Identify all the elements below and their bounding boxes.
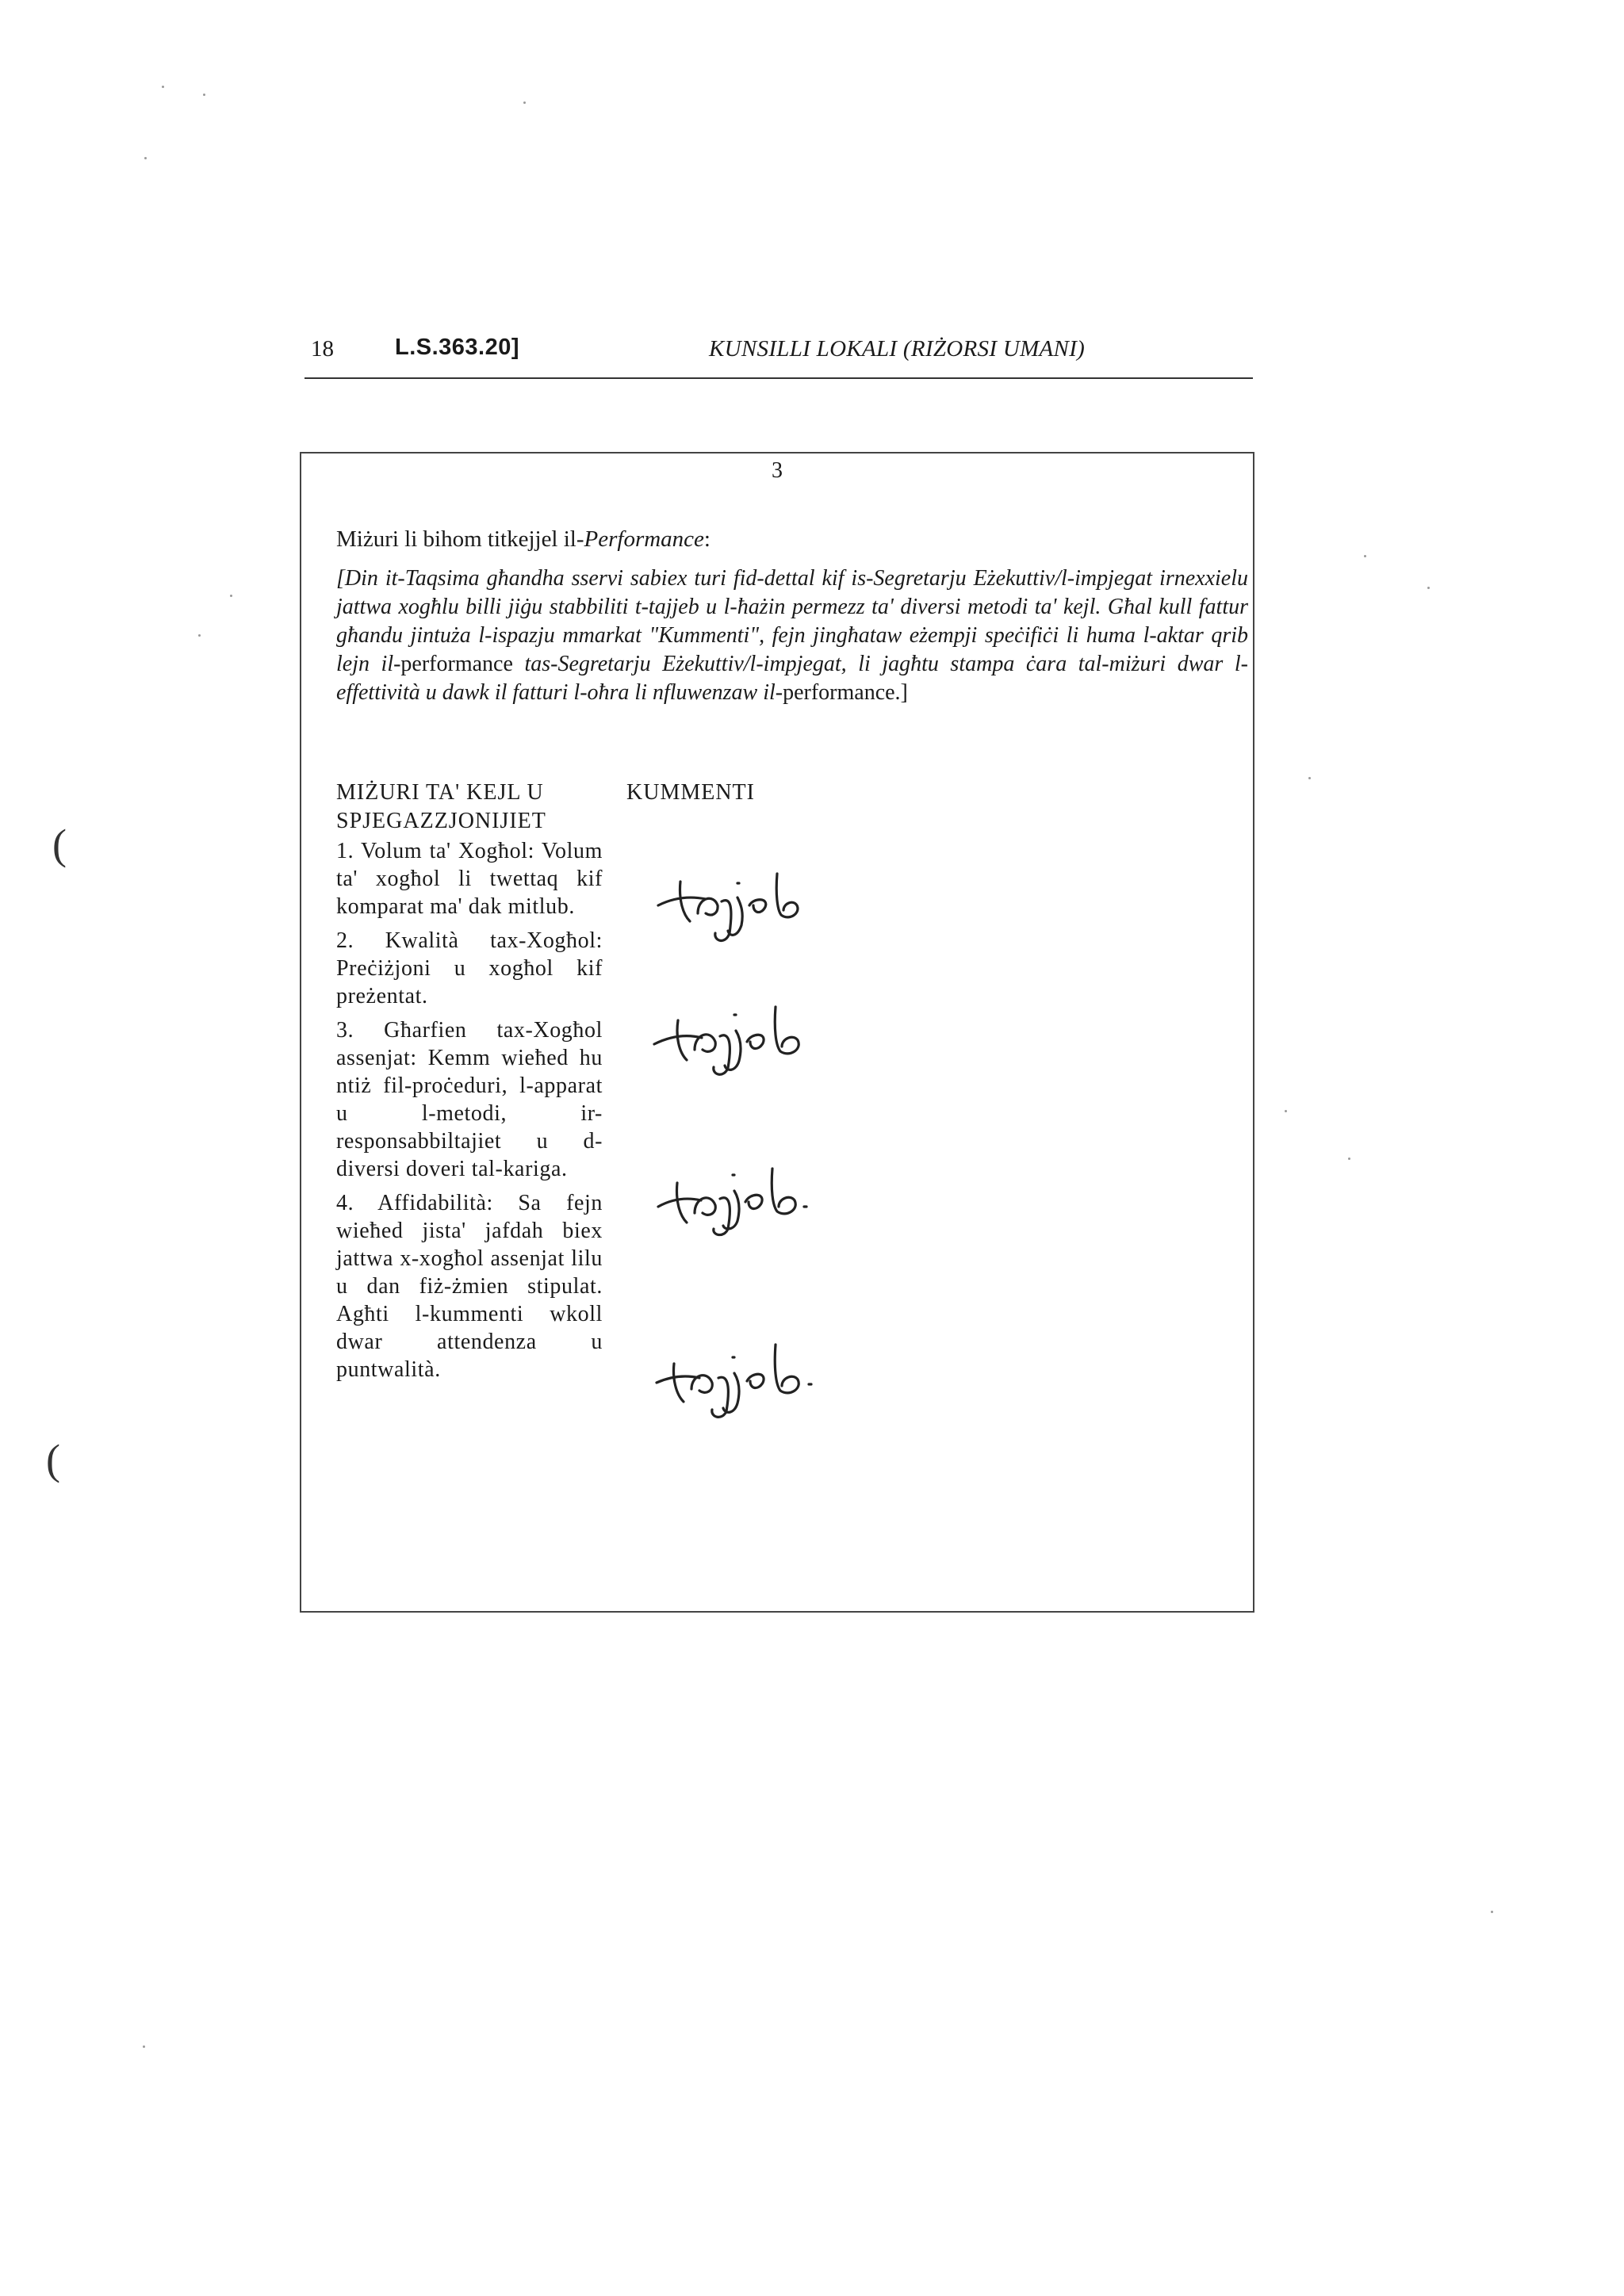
scan-speck: [203, 94, 205, 96]
note-word-2: performance.]: [783, 680, 908, 705]
handwritten-comment-2: [642, 993, 833, 1080]
criterion-quality: 2. Kwalità tax-Xogħol: Preċiżjoni u xogħol kif preżentat.: [336, 928, 603, 1008]
scan-speck: [1285, 1110, 1287, 1112]
margin-parenthesis-1: (: [52, 821, 67, 868]
running-header: [304, 336, 1253, 382]
schedule-number: 3: [772, 458, 783, 483]
criterion-knowledge: 3. Għarfien tax-Xogħol assenjat: Kemm wieħed hu ntiż fil-proċeduri, l-apparat u l-metodi, ir-responsabbiltajiet u d-diversi doveri tal-kariga.: [336, 1018, 603, 1181]
legislation-code: L.S.363.20]: [395, 335, 520, 360]
intro-italic: Performance: [584, 526, 704, 552]
handwritten-comment-1: [642, 858, 833, 945]
scan-speck: [162, 86, 164, 88]
scan-speck: [198, 634, 201, 637]
note-word-1: performance: [400, 652, 513, 676]
handwritten-comment-4: [642, 1334, 833, 1421]
note-part-1: [Din it-Taqsima għandha sservi sabiex turi fid-dettal kif is-Segretarju Eżekuttiv/l-impjegat irnexxielu jattwa xogħlu billi jiġu stabbiliti t-tajjeb u l-ħażin permezz ta' diversi metodi ta' kejl. Għal kull fattur għandu jintuża l-ispazju mmarkat "Kummenti", fejn jingħataw eżempji speċifiċi li huma l-aktar qrib lejn il-: [336, 566, 1248, 676]
scan-speck: [1491, 1911, 1493, 1913]
scan-speck: [1364, 555, 1366, 557]
scan-speck: [144, 157, 147, 159]
header-title: KUNSILLI LOKALI (RIŻORSI UMANI): [709, 336, 1086, 362]
note-part-2: tas-Segretarju Eżekuttiv/l-impjegat, li jagħtu stampa ċara tal-miżuri dwar l-effettività u dawk il fatturi l-oħra li nfluwenzaw il-: [336, 652, 1248, 705]
scan-speck: [1427, 587, 1430, 589]
criteria-list: [336, 837, 603, 1390]
handwritten-comment-3: [642, 1151, 833, 1238]
scan-speck: [143, 2045, 145, 2048]
margin-parenthesis-2: (: [46, 1436, 60, 1483]
comments-column-header: KUMMENTI: [626, 780, 755, 805]
criterion-volume: 1. Volum ta' Xogħol: Volum ta' xogħol li twettaq kif komparat ma' dak mitlub.: [336, 839, 603, 919]
scan-speck: [230, 595, 232, 597]
schedule-box: [300, 452, 1254, 1613]
scan-speck: [523, 101, 526, 104]
page-number: 18: [311, 336, 334, 362]
header-rule: [304, 377, 1253, 379]
instruction-note: [336, 564, 1248, 707]
criteria-column-header: MIŻURI TA' KEJL U SPJEGAZZJONIJIET: [336, 780, 546, 833]
scan-speck: [1348, 1158, 1350, 1160]
intro-colon: :: [703, 526, 710, 552]
intro-text: Miżuri li bihom titkejjel il-: [336, 526, 584, 552]
criterion-reliability: 4. Affidabilità: Sa fejn wieħed jista' jafdah biex jattwa x-xogħol assenjat lilu u dan fiż-żmien stipulat. Agħti l-kummenti wkoll dwar attendenza u puntwalità.: [336, 1191, 603, 1382]
scan-speck: [1308, 777, 1311, 779]
intro-line: [336, 526, 710, 553]
